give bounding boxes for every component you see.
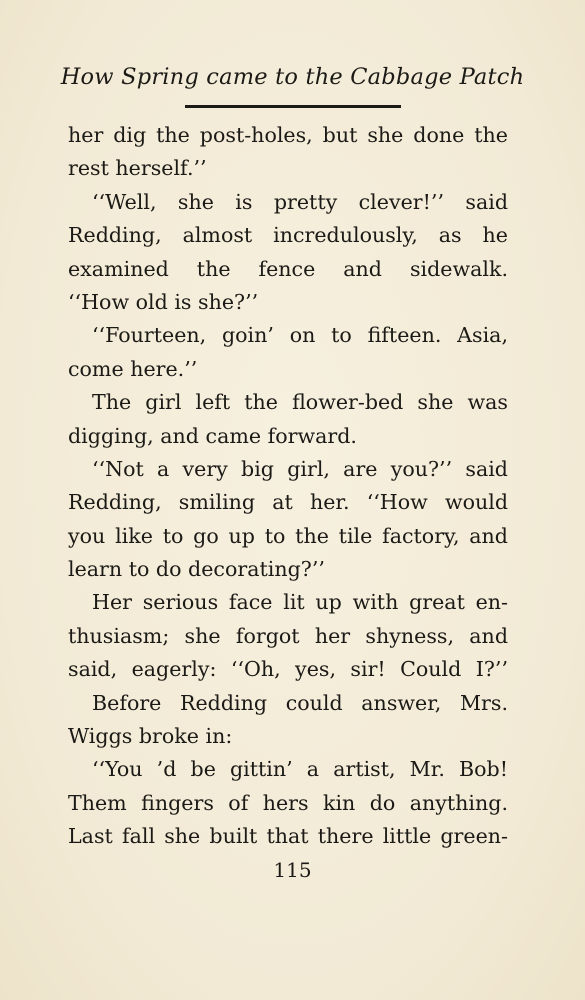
text-line: Redding, almost incredulously, as he xyxy=(68,223,508,248)
text-line: digging, and came forward. xyxy=(68,423,357,448)
text-line: Redding, smiling at her. ‘‘How would xyxy=(68,490,508,515)
text-line: The girl left the flower-bed she was xyxy=(92,390,508,415)
text-line: Before Redding could answer, Mrs. xyxy=(92,690,508,715)
running-head: How Spring came to the Cabbage Patch xyxy=(60,64,525,90)
body-text xyxy=(68,119,508,854)
text-line: you like to go up to the tile factory, and xyxy=(68,523,508,548)
text-line: rest herself.’’ xyxy=(68,156,207,181)
text-line: examined the fence and sidewalk. xyxy=(68,256,508,281)
text-line: Her serious face lit up with great en- xyxy=(92,590,508,615)
text-line: ‘‘How old is she?’’ xyxy=(68,289,259,314)
text-line: ‘‘You ’d be gittin’ a artist, Mr. Bob! xyxy=(92,757,508,782)
header-rule xyxy=(185,105,401,108)
text-line: Wiggs broke in: xyxy=(68,724,233,749)
text-line: come here.’’ xyxy=(68,356,198,381)
text-line: her dig the post-holes, but she done the xyxy=(68,123,508,147)
text-line: learn to do decorating?’’ xyxy=(68,557,325,582)
text-line: ‘‘Well, she is pretty clever!’’ said xyxy=(92,189,508,214)
text-line: Them fingers of hers kin do anything. xyxy=(68,790,508,815)
page-number: 115 xyxy=(273,858,312,882)
text-line: thusiasm; she forgot her shyness, and xyxy=(68,623,508,648)
text-line: ‘‘Fourteen, goin’ on to fifteen. Asia, xyxy=(92,323,508,348)
text-line: ‘‘Not a very big girl, are you?’’ said xyxy=(92,456,508,481)
text-line: said, eagerly: ‘‘Oh, yes, sir! Could I?’’ xyxy=(68,657,508,682)
text-line: Last fall she built that there little green- xyxy=(68,824,508,849)
